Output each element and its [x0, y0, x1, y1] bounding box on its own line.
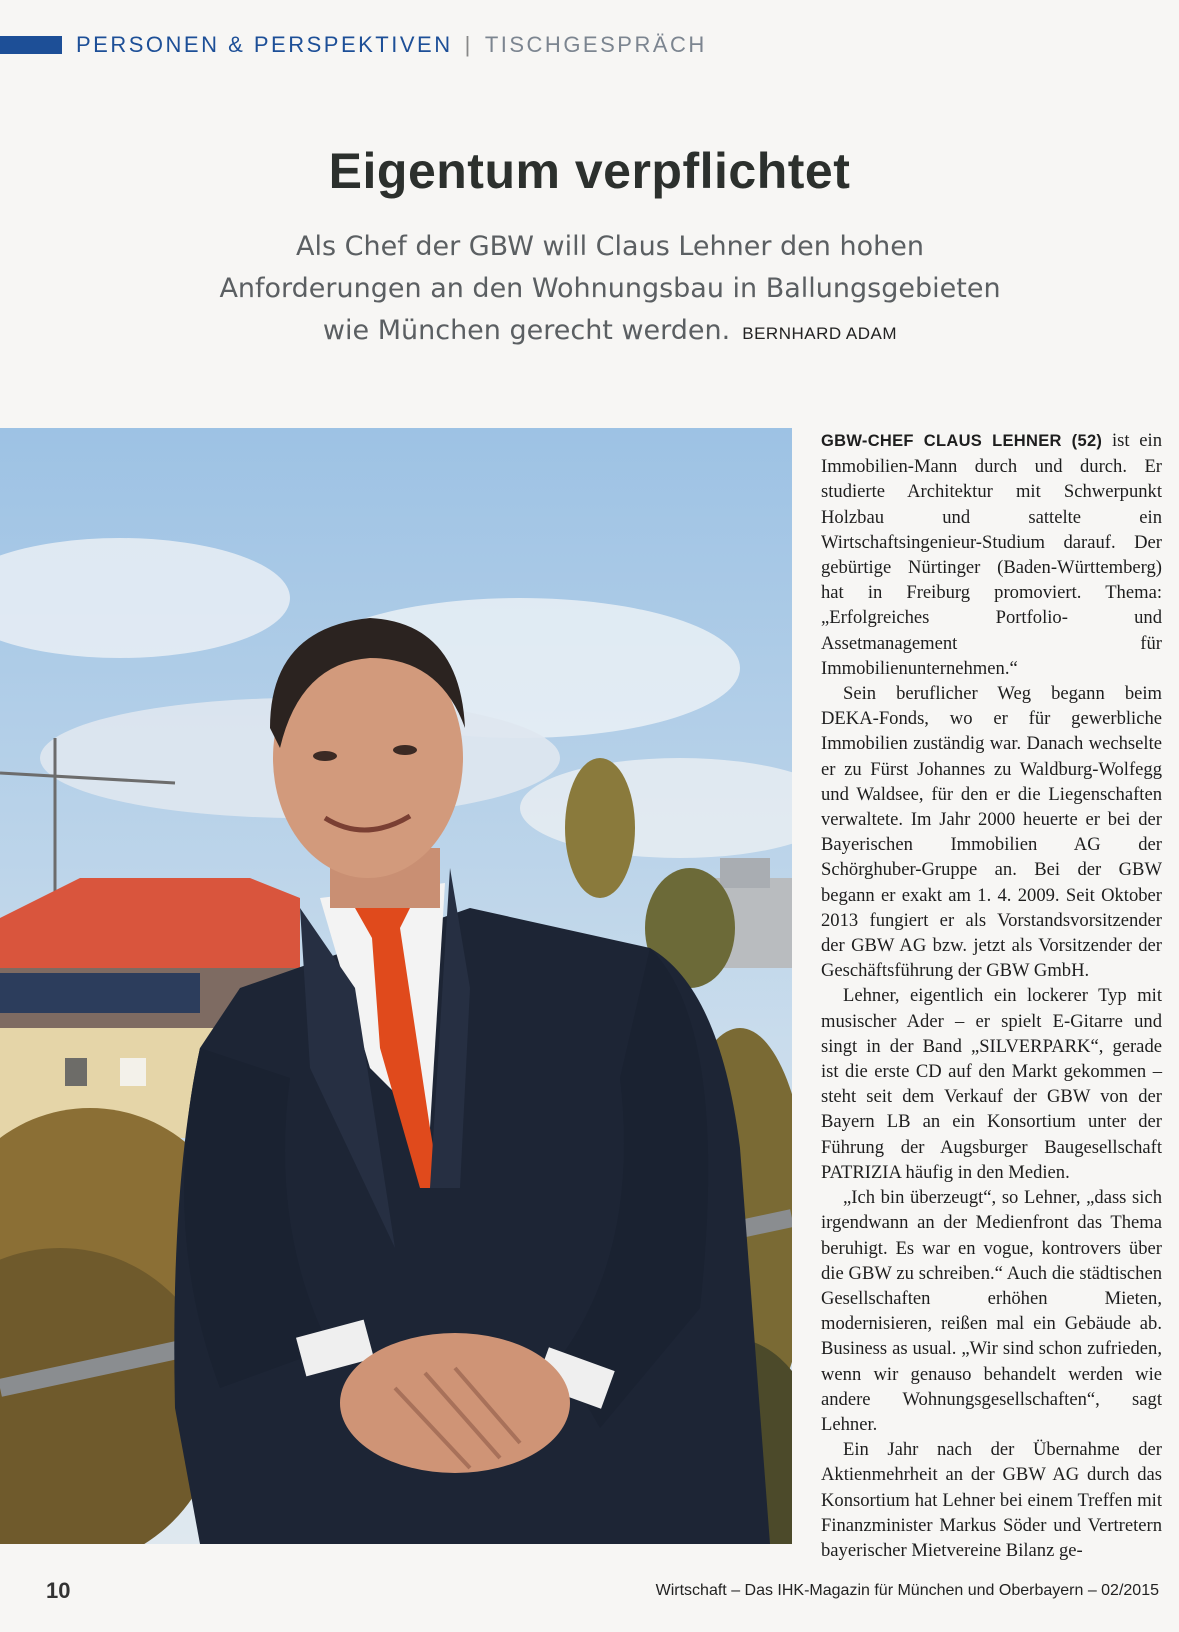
article-paragraph: „Ich bin überzeugt“, so Lehner, „dass sich irgendwann an der Medienfront das Thema beruhigt. Es war en vogue, kontrovers über die GBW zu schreiben.“ Auch die städtischen Gesellschaften erhöhen Mieten, modernisieren, reißen mal ein Gebäude ab. Business as usual. „Wir sind schon zufrieden, wenn wir genauso behandelt werden wie andere Wohnungsgesellschaften“, sagt Lehner.: [821, 1187, 1162, 1435]
paragraph-text: ist ein Immobilien-Mann durch und durch. Er studierte Architektur mit Schwerpunkt Holzbau und sattelte ein Wirtschaftsingenieur-Studium darauf. Der gebürtige Nürtinger (Baden-Württemberg) hat in Freiburg promoviert. Thema: „Erfolgreiches Portfolio- und Assetmanagement für Immobilienunternehmen.“: [821, 430, 1163, 679]
article-paragraph: Ein Jahr nach der Übernahme der Aktienmehrheit an der GBW AG durch das Konsortium hat Lehner bei einem Treffen mit Finanzminister Markus Söder und Vertretern bayerischer Mietvereine Bilanz ge-: [821, 1439, 1162, 1561]
publication-footer: Wirtschaft – Das IHK-Magazin für München und Oberbayern – 02/2015: [655, 1582, 1159, 1599]
article-headline: Eigentum verpflichtet: [328, 143, 851, 199]
section-separator: |: [464, 32, 473, 57]
article-paragraph: [821, 428, 1162, 681]
section-color-bar: [0, 36, 62, 54]
section-header: [76, 32, 707, 58]
subsection-label: TISCHGESPRÄCH: [484, 32, 707, 57]
article-paragraph: Lehner, eigentlich ein lockerer Typ mit musischer Ader – er spielt E-Gitarre und singt in der Band „SILVERPARK“, gerade ist die erste CD auf den Markt gekommen – steht seit dem Verkauf der GBW von der Bayern LB an ein Konsortium unter der Führung der Augsburger Baugesellschaft PATRIZIA häufig in den Medien.: [821, 985, 1162, 1183]
article-paragraph: Sein beruflicher Weg begann beim DEKA-Fonds, wo er für gewerbliche Immobilien zuständig war. Danach wechselte er zu Fürst Johannes zu Waldburg-Wolfegg und Waldsee, für den er die Liegenschaften verwaltete. Im Jahr 2000 heuerte er bei der Bayerischen Immobilien AG der Schörghuber-Gruppe an. Bei der GBW begann er exakt am 1. 4. 2009. Seit Oktober 2013 fungiert er als Vorstandsvorsitzender der GBW AG bzw. jetzt als Vorsitzender der Geschäftsführung der GBW GmbH.: [821, 683, 1162, 982]
teaser-text: Als Chef der GBW will Claus Lehner den hohen Anforderungen an den Wohnungsbau in Ballungsgebieten wie München gerecht werden.: [219, 231, 1001, 346]
portrait-photo: [0, 428, 792, 1544]
lead-in: GBW-CHEF CLAUS LEHNER (52): [821, 432, 1103, 450]
article-body: [821, 428, 1162, 1563]
article-teaser: [200, 226, 1020, 355]
section-label: PERSONEN & PERSPEKTIVEN: [76, 32, 453, 57]
author-byline: BERNHARD ADAM: [742, 324, 898, 343]
page-number: 10: [46, 1578, 71, 1603]
